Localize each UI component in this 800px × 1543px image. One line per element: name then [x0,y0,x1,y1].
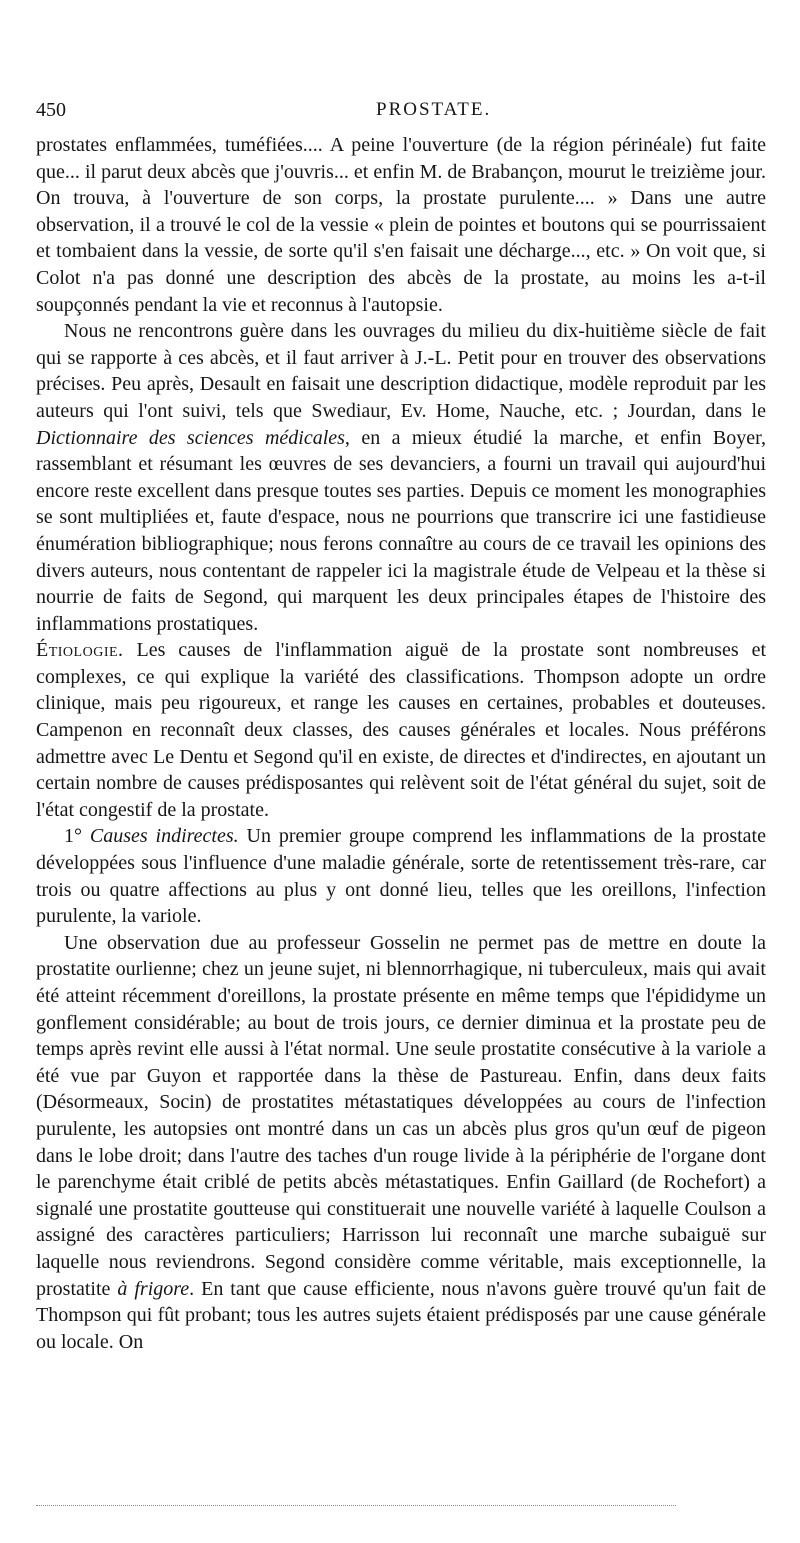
paragraph-colot-observation [36,132,766,318]
text-run: Nous ne rencontrons guère dans les ouvrages du milieu du dix-huitième siècle de fait qui se rapporte à ces abcès, et il faut arriver à J.-L. Petit pour en trouver des observations précises. Peu après, Desault en faisait une description didactique, modèle reproduit par les auteurs qui l'ont suivi, tels que Swediaur, Ev. Home, Nauche, etc. ; Jourdan, dans le [36,320,766,422]
footer-dotted-rule [36,1505,676,1506]
running-head [36,96,766,124]
paragraph-causes-indirectes [36,823,766,929]
italic-text: Causes indirectes. [89,825,239,848]
text-run: prostates enflammées, tuméfiées.... A peine l'ouverture (de la région périnéale) fut faite que... il parut deux abcès que j'ouvris... et enfin M. de Brabançon, mourut le treizième jour. On trouva, à l'ouverture de son corps, la prostate purulente.... » Dans une autre observation, il a trouvé le col de la vessie « plein de pointes et boutons qui se pourrissaient et tombaient dans la vessie, de sorte qu'il s'en faisait une décharge..., etc. » On voit que, si Colot n'a pas donné une description des abcès de la prostate, au moins les a-t-il soupçonnés pendant la vie et reconnus à l'autopsie. [36,134,766,316]
text-run: , en a mieux étudié la marche, et enfin Boyer, rassemblant et résumant les œuvres de ses devanciers, a fourni un travail qui aujourd'hui encore reste excellent dans presque toutes ses parties. Depuis ce moment les monographies se sont multipliées et, faute d'espace, nous ne pourrions que transcrire ici une fastidieuse énumération bibliographique; nous ferons connaître au cours de ce travail les opinions des divers auteurs, nous contentant de rappeler ici la magistrale étude de Velpeau et la thèse si nourrie de faits de Segond, qui marquent les deux principales étapes de l'histoire des inflammations prostatiques. [36,426,766,635]
page-number: 450 [36,99,66,121]
text-run: Une observation due au professeur Gosselin ne permet pas de mettre en doute la prostatite ourlienne; chez un jeune sujet, ni blennorrhagique, ni tuberculeux, mais qui avait été atteint récemment d'oreillons, la prostate présente en même temps que l'épididyme un gonflement considérable; au bout de trois jours, ce dernier diminua et la prostate peu de temps après revint elle aussi à l'état normal. Une seule prostatite consécutive à la variole a été vue par Guyon et rapportée dans la thèse de Pastureau. Enfin, dans deux faits (Désormeaux, Socin) de prostatites métastatiques développées au cours de l'infection purulente, les autopsies ont montré dans un cas un abcès plus gros qu'un œuf de pigeon dans le lobe droit; dans l'autre des taches d'un rouge livide à la périphérie de l'organe dont le parenchyme était criblé de petits abcès métastatiques. Enfin Gaillard (de Rochefort) a signalé une prostatite goutteuse qui constituerait une nouvelle variété à laquelle Coulson a assigné des caractères particuliers; Harrisson lui reconnaît une marche subaiguë sur laquelle nous reviendrons. Segond considère comme véritable, mais exceptionnelle, la prostatite [36,931,766,1300]
body-text [36,132,766,1355]
italic-text: à frigore [117,1277,190,1300]
text-run: Les causes de l'inflammation aiguë de la prostate sont nombreuses et complexes, ce qui explique la variété des classifications. Thompson adopte un ordre clinique, mais peu rigoureux, et range les causes en certaines, probables et douteuses. Campenon en reconnaît deux classes, des causes générales et locales. Nous préférons admettre avec Le Dentu et Segond qu'il en existe, de directes et d'indirectes, en ajoutant un certain nombre de causes prédisposantes qui relèvent soit de l'état général du sujet, soit de l'état congestif de la prostate. [36,639,766,821]
text-run: Un premier groupe comprend les inflammations de la prostate développées sous l'influence d'une maladie générale, sorte de retentissement très-rare, car trois ou quatre affections au plus y ont donné lieu, telles que les oreillons, l'infection purulente, la variole. [36,825,766,928]
italic-text: Dictionnaire des sciences médicales [36,426,345,449]
paragraph-etiologie [36,637,766,823]
running-title: PROSTATE. [376,99,492,120]
paragraph-gosselin-observation [36,930,766,1356]
section-heading: Étiologie. [36,639,124,662]
paragraph-historical-review [36,318,766,637]
text-run: . En tant que cause efficiente, nous n'avons guère trouvé qu'un fait de Thompson qui fût probant; tous les autres sujets étaient prédisposés par une cause générale ou locale. On [36,1277,766,1353]
text-run: 1° [64,825,90,848]
